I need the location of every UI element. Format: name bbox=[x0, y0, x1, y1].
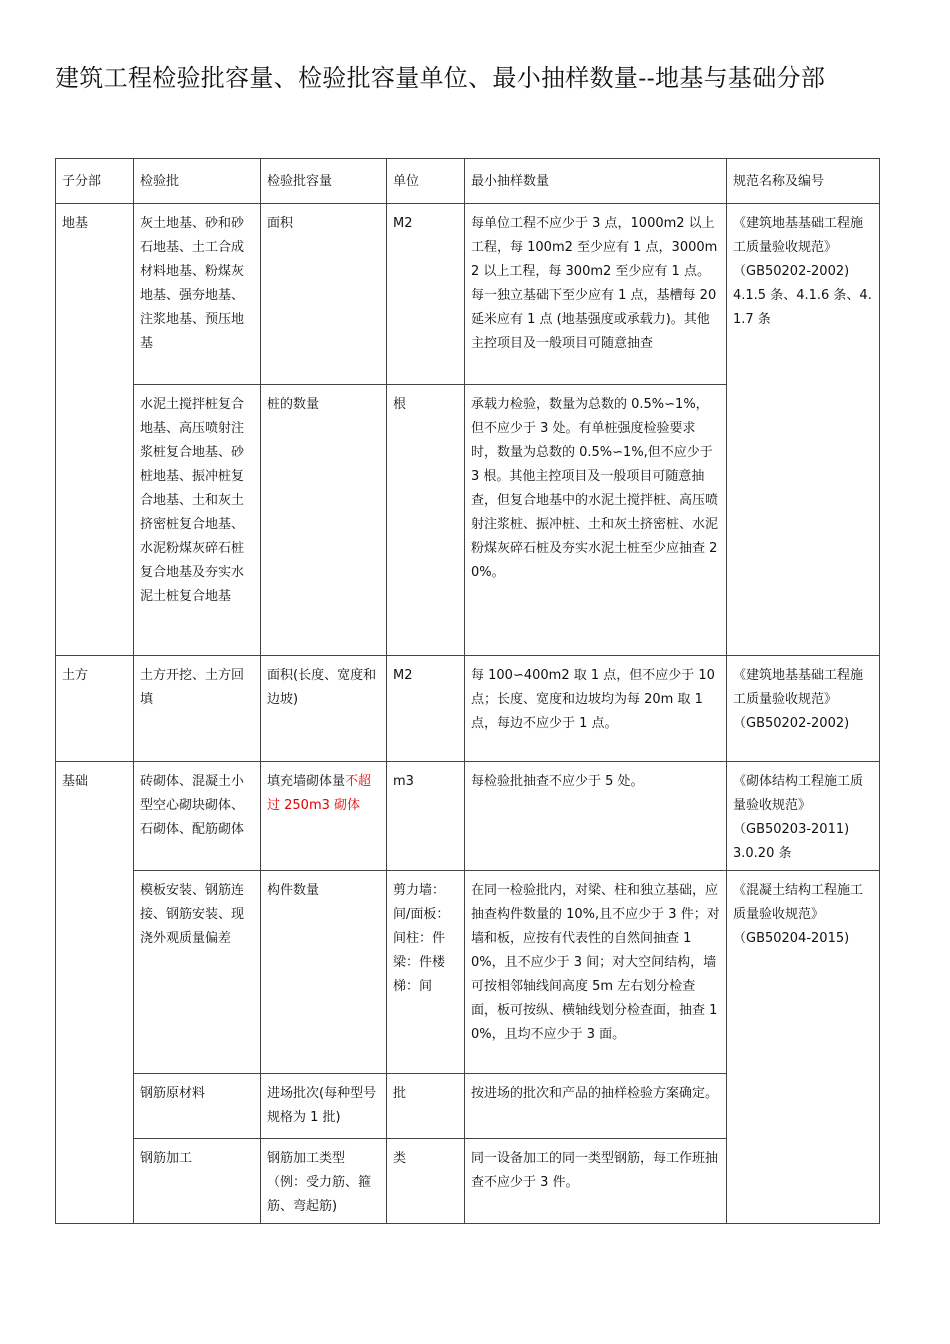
header-cell: 最小抽样数量 bbox=[465, 159, 727, 204]
header-cell: 子分部 bbox=[56, 159, 134, 204]
capacity-cell: 桩的数量 bbox=[261, 385, 387, 656]
unit-cell: 剪力墙：间/面板：间柱：件梁：件楼梯：间 bbox=[387, 871, 465, 1074]
sample-cell: 按进场的批次和产品的抽样检验方案确定。 bbox=[465, 1074, 727, 1139]
header-cell: 检验批 bbox=[134, 159, 261, 204]
batch-cell: 土方开挖、土方回填 bbox=[134, 656, 261, 762]
standard-cell bbox=[727, 762, 880, 871]
sample-cell: 每单位工程不应少于 3 点，1000m2 以上工程，每 100m2 至少应有 1 点，3000m2 以上工程，每 300m2 至少应有 1 点。每一独立基础下至少应有 1 点，基槽每 20 延米应有 1 点 (地基强度或承载力)。其他主控项目及一般项目可随意抽查 bbox=[465, 204, 727, 385]
sample-cell: 在同一检验批内，对梁、柱和独立基础，应抽查构件数量的 10%,且不应少于 3 件；对墙和板，应按有代表性的自然间抽查 10%，且不应少于 3 间；对大空间结构，墙可按相邻轴线间高度 5m 左右划分检查面，板可按纵、横轴线划分检查面，抽查 10%，且均不应少于 3 面。 bbox=[465, 871, 727, 1074]
capacity-cell: 进场批次(每种型号规格为 1 批) bbox=[261, 1074, 387, 1139]
unit-cell: 类 bbox=[387, 1139, 465, 1224]
unit-cell: 批 bbox=[387, 1074, 465, 1139]
standard-text: 《混凝土结构工程施工质量验收规范》 （GB50204-2015) bbox=[733, 883, 864, 946]
table-row bbox=[56, 656, 880, 762]
header-cell: 规范名称及编号 bbox=[727, 159, 880, 204]
sample-cell: 每 100∽400m2 取 1 点，但不应少于 10 点；长度、宽度和边坡均为每 20m 取 1 点，每边不应少于 1 点。 bbox=[465, 656, 727, 762]
subsection-cell: 地基 bbox=[56, 204, 134, 656]
capacity-cell: 钢筋加工类型（例：受力筋、箍筋、弯起筋) bbox=[261, 1139, 387, 1224]
sample-cell: 每检验批抽查不应少于 5 处。 bbox=[465, 762, 727, 871]
batch-cell: 模板安装、钢筋连接、钢筋安装、现浇外观质量偏差 bbox=[134, 871, 261, 1074]
standard-text: 《建筑地基基础工程施工质量验收规范》 （GB50202-2002) bbox=[733, 668, 864, 731]
standard-cell bbox=[727, 656, 880, 762]
table-row bbox=[56, 204, 880, 385]
capacity-cell: 构件数量 bbox=[261, 871, 387, 1074]
standard-text: 《建筑地基基础工程施工质量验收规范》 （GB50202-2002) 4.1.5 条、4.1.6 条、4.1.7 条 bbox=[733, 216, 872, 327]
standard-text: 《砌体结构工程施工质量验收规范》 （GB50203-2011) 3.0.20 条 bbox=[733, 774, 864, 861]
table-row bbox=[56, 762, 880, 871]
capacity-text: 填充墙砌体量 bbox=[267, 774, 346, 789]
unit-cell: m3 bbox=[387, 762, 465, 871]
table-row bbox=[56, 871, 880, 1074]
header-cell: 单位 bbox=[387, 159, 465, 204]
capacity-cell: 面积(长度、宽度和边坡) bbox=[261, 656, 387, 762]
batch-cell: 钢筋原材料 bbox=[134, 1074, 261, 1139]
batch-cell: 水泥土搅拌桩复合地基、高压喷射注浆桩复合地基、砂桩地基、振冲桩复合地基、土和灰土挤密桩复合地基、水泥粉煤灰碎石桩复合地基及夯实水泥土桩复合地基 bbox=[134, 385, 261, 656]
batch-cell: 灰土地基、砂和砂石地基、土工合成材料地基、粉煤灰地基、强夯地基、注浆地基、预压地基 bbox=[134, 204, 261, 385]
batch-cell: 砖砌体、混凝土小型空心砌块砌体、石砌体、配筋砌体 bbox=[134, 762, 261, 871]
header-row bbox=[56, 159, 880, 204]
unit-cell: M2 bbox=[387, 204, 465, 385]
batch-cell: 钢筋加工 bbox=[134, 1139, 261, 1224]
standard-cell bbox=[727, 204, 880, 656]
sample-cell: 同一设备加工的同一类型钢筋，每工作班抽查不应少于 3 件。 bbox=[465, 1139, 727, 1224]
unit-cell: 根 bbox=[387, 385, 465, 656]
standard-cell bbox=[727, 871, 880, 1224]
header-cell: 检验批容量 bbox=[261, 159, 387, 204]
capacity-cell bbox=[261, 762, 387, 871]
capacity-cell: 面积 bbox=[261, 204, 387, 385]
capacity-limit-note: 不超过 250m3 砌体 bbox=[267, 774, 372, 813]
unit-cell: M2 bbox=[387, 656, 465, 762]
subsection-cell: 土方 bbox=[56, 656, 134, 762]
sample-cell: 承载力检验，数量为总数的 0.5%∽1%，但不应少于 3 处。有单桩强度检验要求时，数量为总数的 0.5%∽1%,但不应少于 3 根。其他主控项目及一般项目可随意抽查，但复合地基中的水泥土搅拌桩、高压喷射注浆桩、振冲桩、土和灰土挤密桩、水泥粉煤灰碎石桩及夯实水泥土桩至少应抽查 20%。 bbox=[465, 385, 727, 656]
inspection-table bbox=[55, 158, 880, 1224]
subsection-cell: 基础 bbox=[56, 762, 134, 1224]
page-title: 建筑工程检验批容量、检验批容量单位、最小抽样数量--地基与基础分部 bbox=[55, 64, 826, 92]
